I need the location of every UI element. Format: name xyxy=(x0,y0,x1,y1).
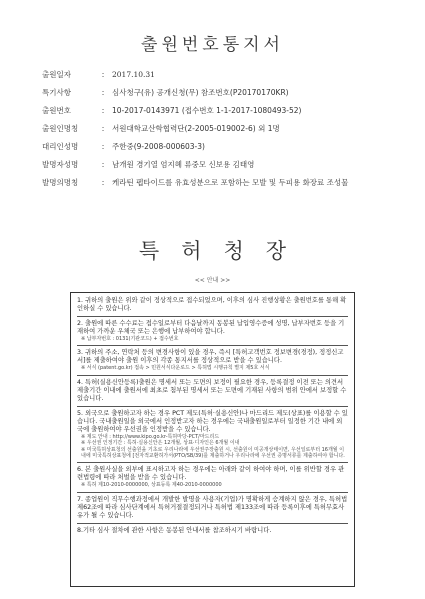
guide-item-text: 3. 귀하의 주소, 연락처 등의 변경사항이 있을 경우, 즉시 [특허고객번호 정보변경(경정), 정정신고서]를 제출하여야 출원 이후의 각종 통지서를 정상적으로 받을 수 있습니다. xyxy=(77,349,344,365)
info-label: 출원인명칭 xyxy=(42,124,79,133)
info-value: 남개원 경기열 엄지혜 류중모 신보용 김태영 xyxy=(112,160,255,169)
info-row-invention-title: 발명의명칭 : 케라틴 펩타이드를 유효성분으로 포함하는 모발 및 두피용 화장료 조성물 xyxy=(42,178,392,188)
info-label: 발명자성명 xyxy=(42,160,79,169)
info-label: 특기사항 xyxy=(42,88,71,97)
info-row-filing-date: 출원일자 : 2017.10.31 xyxy=(42,70,392,80)
guide-item-8 xyxy=(77,523,348,538)
info-value: 2017.10.31 xyxy=(112,70,155,79)
guide-item-text: 4. 특허(실용신안등록)출원은 명세서 또는 도면의 보정이 필요한 경우, 등록결정 이전 또는 의견서 제출기간 이내에 출원서에 최초로 첨부된 명세서 또는 도면에 기재된 사항의 범위 안에서 보정할 수 있습니다. xyxy=(77,378,347,402)
info-label: 출원번호 xyxy=(42,106,71,115)
guide-note: ※ 제도 안내 : http://www.kipo.go.kr-특허마당-PCT/마드리드 xyxy=(81,433,220,440)
guide-item-text: 7. 종업원이 직무수행과정에서 개발한 발명을 사용자(기업)가 명확하게 승계하지 않은 경우, 특허법 제62조에 따라 심사단계에서 특허거절결정되거나 특허법 제133조에 따라 등록이후에 특허무효사유가 될 수 있습니다. xyxy=(77,495,348,519)
info-row-agent: 대리인성명 : 주한중(9-2008-000603-3) xyxy=(42,142,392,152)
guide-item-5 xyxy=(77,406,348,463)
info-label: 대리인성명 xyxy=(42,142,79,151)
info-row-special-notes: 특기사항 : 심사청구(유) 공개신청(무) 참조번호(P20170170KR) xyxy=(42,88,392,98)
issuer-title: 특허청장 xyxy=(138,239,309,263)
info-value: 케라틴 펩타이드를 유효성분으로 포함하는 모발 및 두피용 화장료 조성물 xyxy=(112,178,349,187)
guide-note: ※ 서식 (patent.go.kr) 접속 > 민원서식다운로드 > 특허법 시행규칙 별지 제5호 서식 xyxy=(81,365,270,372)
info-label: 출원일자 xyxy=(42,70,71,79)
info-row-application-number: 출원번호 : 10-2017-0143971 (접수번호 1-1-2017-1080493-52) xyxy=(42,106,392,116)
guide-note: ※ 납부자번호 : 0131(기관코드) + 접수번호 xyxy=(81,336,179,342)
guide-item-4 xyxy=(77,375,348,406)
guide-heading: << 안내 >> xyxy=(194,277,231,284)
guide-item-6 xyxy=(77,462,348,491)
guide-note: ※ 미국특허상표청의 선출원을 기초로 우리나라에 우선권주장출원 시, 선출원이 미공개상태이면, 우선일로부터 16개월 이내에 미국특허상표청에 [전자적교환허가서(PTO/SB/39)를 제출하거나 우리나라에 우선권 증명서류를 제출하여야 합니다. xyxy=(81,446,345,460)
guide-item-text: 2. 출원에 따른 수수료는 접수일로부터 다음날까지 동봉된 납입영수증에 성명, 납부자번호 등을 기재하여 가까운 우체국 또는 은행에 납부하여야 합니다. xyxy=(77,320,345,335)
guide-item-7 xyxy=(77,492,348,523)
guide-item-text: 6. 본 출원사실을 외부에 표시하고자 하는 경우에는 아래와 같이 하여야 하며, 이를 위반할 경우 관련법령에 따라 처벌을 받을 수 있습니다. xyxy=(77,466,345,482)
guide-note: ※ 우선권 인정기간 : 특허·실용신안은 12개월, 상표·디자인은 6개월 이내 xyxy=(81,440,240,447)
guide-item-text: 5. 외국으로 출원하고자 하는 경우 PCT 제도(특허·실용신안)나 마드리드 제도(상표)를 이용할 수 있습니다. 국내출원일을 외국에서 인정받고자 하는 경우에는 국내출원일로부터 일정한 기간 내에 외국에 출원하여야 우선권을 인정받을 수 있습니다. xyxy=(77,409,348,433)
info-value: 10-2017-0143971 (접수번호 1-1-2017-1080493-52) xyxy=(112,106,302,115)
info-value: 서원대학교산학협력단(2-2005-019002-6) 외 1명 xyxy=(112,124,280,133)
document-title: 출원번호통지서 xyxy=(141,35,284,55)
info-label: 발명의명칭 xyxy=(42,178,79,187)
guide-item-2 xyxy=(77,316,348,345)
guide-note: ※ 특허 제10-2010-0000000, 상표등록 제40-2010-0000000 xyxy=(81,482,222,489)
application-info xyxy=(42,70,392,196)
info-row-applicant: 출원인명칭 : 서원대학교산학협력단(2-2005-019002-6) 외 1명 xyxy=(42,124,392,134)
info-value: 주한중(9-2008-000603-3) xyxy=(112,142,205,151)
guide-item-3 xyxy=(77,345,348,374)
info-value: 심사청구(유) 공개신청(무) 참조번호(P20170170KR) xyxy=(112,88,289,97)
guide-item-text: 8.기타 심사 절차에 관한 사항은 동봉된 안내서를 참조하시기 바랍니다. xyxy=(77,526,272,534)
guide-box xyxy=(70,292,355,587)
guide-item-1 xyxy=(77,296,348,316)
info-row-inventors: 발명자성명 : 남개원 경기열 엄지혜 류중모 신보용 김태영 xyxy=(42,160,392,170)
guide-item-text: 1. 귀하의 출원은 위와 같이 정상적으로 접수되었으며, 이후의 심사 진행상황은 출원번호를 통해 확인하실 수 있습니다. xyxy=(77,297,347,312)
